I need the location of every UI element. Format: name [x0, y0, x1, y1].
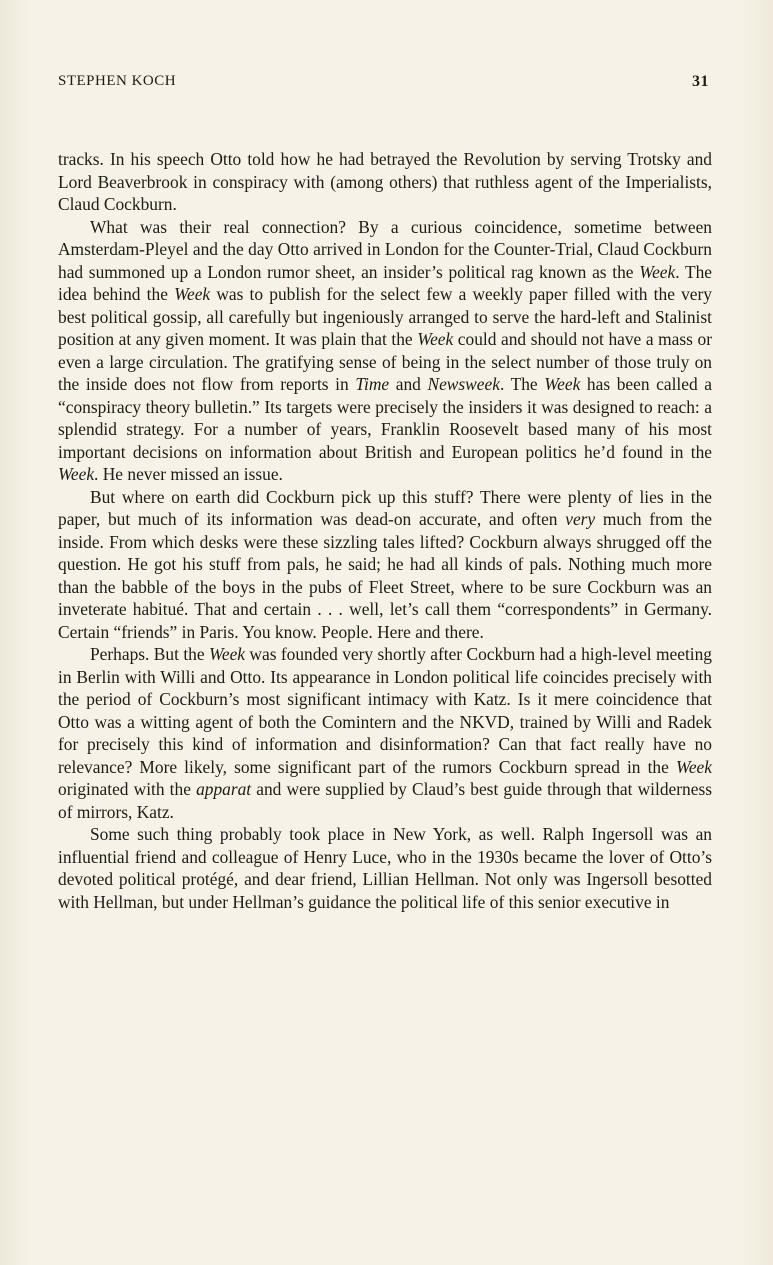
- text-run: . The idea behind the: [58, 261, 712, 304]
- text-run: But where on earth did Cockburn pick up this stuff? There were plenty of lies in the paper, but much of its information was dead-on accurate, and often: [58, 486, 712, 529]
- running-head-author: STEPHEN KOCH: [58, 73, 177, 89]
- text-run: was to publish for the select few a weekly paper filled with the very best political gossip, all carefully but ingeniously arranged to serve the hard-left and Stalinist position at any given moment. It was plain that the: [58, 284, 712, 349]
- text-run: . The: [499, 374, 545, 394]
- italic-text: very: [565, 509, 596, 529]
- italic-text: Newsweek: [427, 374, 500, 394]
- text-run: Some such thing probably took place in New York, as well. Ralph Ingersoll was an influential friend and colleague of Henry Luce, who in the 1930s became the lover of Otto’s devoted political protégé, and dear friend, Lillian Hellman. Not only was Ingersoll besotted with Hellman, but under Hellman’s guidance the political life of this senior executive in: [58, 824, 712, 912]
- text-run: has been called a “conspiracy theory bulletin.” Its targets were precisely the insiders it was designed to reach: a splendid strategy. For a number of years, Franklin Roosevelt based many of his most important decisions on information about British and European politics he’d found in the: [58, 374, 713, 462]
- text-run: and were supplied by Claud’s best guide through that wilderness of mirrors, Katz.: [58, 779, 712, 822]
- paragraph: [58, 486, 712, 644]
- italic-text: Week: [675, 756, 712, 777]
- italic-text: Week: [58, 464, 95, 484]
- text-run: Perhaps. But the: [90, 644, 209, 664]
- italic-text: Week: [544, 374, 581, 394]
- text-run: was founded very shortly after Cockburn had a high-level meeting in Berlin with Willi and Otto. Its appearance in London political life coincides precisely with the period of Cockburn’s most significant intimacy with Katz. Is it mere coincidence that Otto was a witting agent of both the Comintern and the NKVD, trained by Willi and Radek for precisely this kind of information and disinformation? Can that fact really have no relevance? More likely, some significant part of the rumors Cockburn spread in the: [58, 644, 712, 777]
- text-run: could and should not have a mass or even a large circulation. The gratifying sense of being in the select number of those truly on the inside does not flow from reports in: [58, 329, 712, 394]
- text-run: . He never missed an issue.: [94, 464, 283, 484]
- text-run: originated with the: [58, 779, 197, 799]
- italic-text: Week: [208, 644, 246, 664]
- paragraph: [58, 148, 712, 216]
- body-text: [58, 148, 712, 913]
- text-run: much from the inside. From which desks were these sizzling tales lifted? Cockburn always shrugged off the question. He got his stuff from pals, he said; he had all kinds of pals. Nothing much more than the babble of the boys in the pubs of Fleet Street, where to be sure Cockburn was an inveterate habitué. That and certain . . . well, let’s call them “correspondents” in Germany. Certain “friends” in Paris. You know. People. Here and there.: [58, 509, 712, 642]
- text-run: What was their real connection? By a curious coincidence, sometime between Amsterdam-Pleyel and the day Otto arrived in London for the Counter-Trial, Claud Cockburn had summoned up a London rumor sheet, an insider’s political rag known as the: [58, 216, 712, 282]
- italic-text: Week: [174, 284, 211, 304]
- text-run: and: [389, 374, 428, 394]
- italic-text: Time: [355, 374, 390, 394]
- text-run: tracks. In his speech Otto told how he had betrayed the Revolution by serving Trotsky and Lord Beaverbrook in conspiracy with (among others) that ruthless agent of the Imperialists, Claud Cockburn.: [58, 149, 712, 214]
- italic-text: apparat: [196, 779, 252, 799]
- paragraph: [58, 643, 712, 823]
- italic-text: Week: [417, 329, 454, 349]
- running-head: [58, 73, 709, 93]
- italic-text: Week: [639, 261, 676, 282]
- page-number: 31: [692, 73, 709, 90]
- paragraph: [58, 216, 712, 486]
- paragraph: [58, 823, 712, 913]
